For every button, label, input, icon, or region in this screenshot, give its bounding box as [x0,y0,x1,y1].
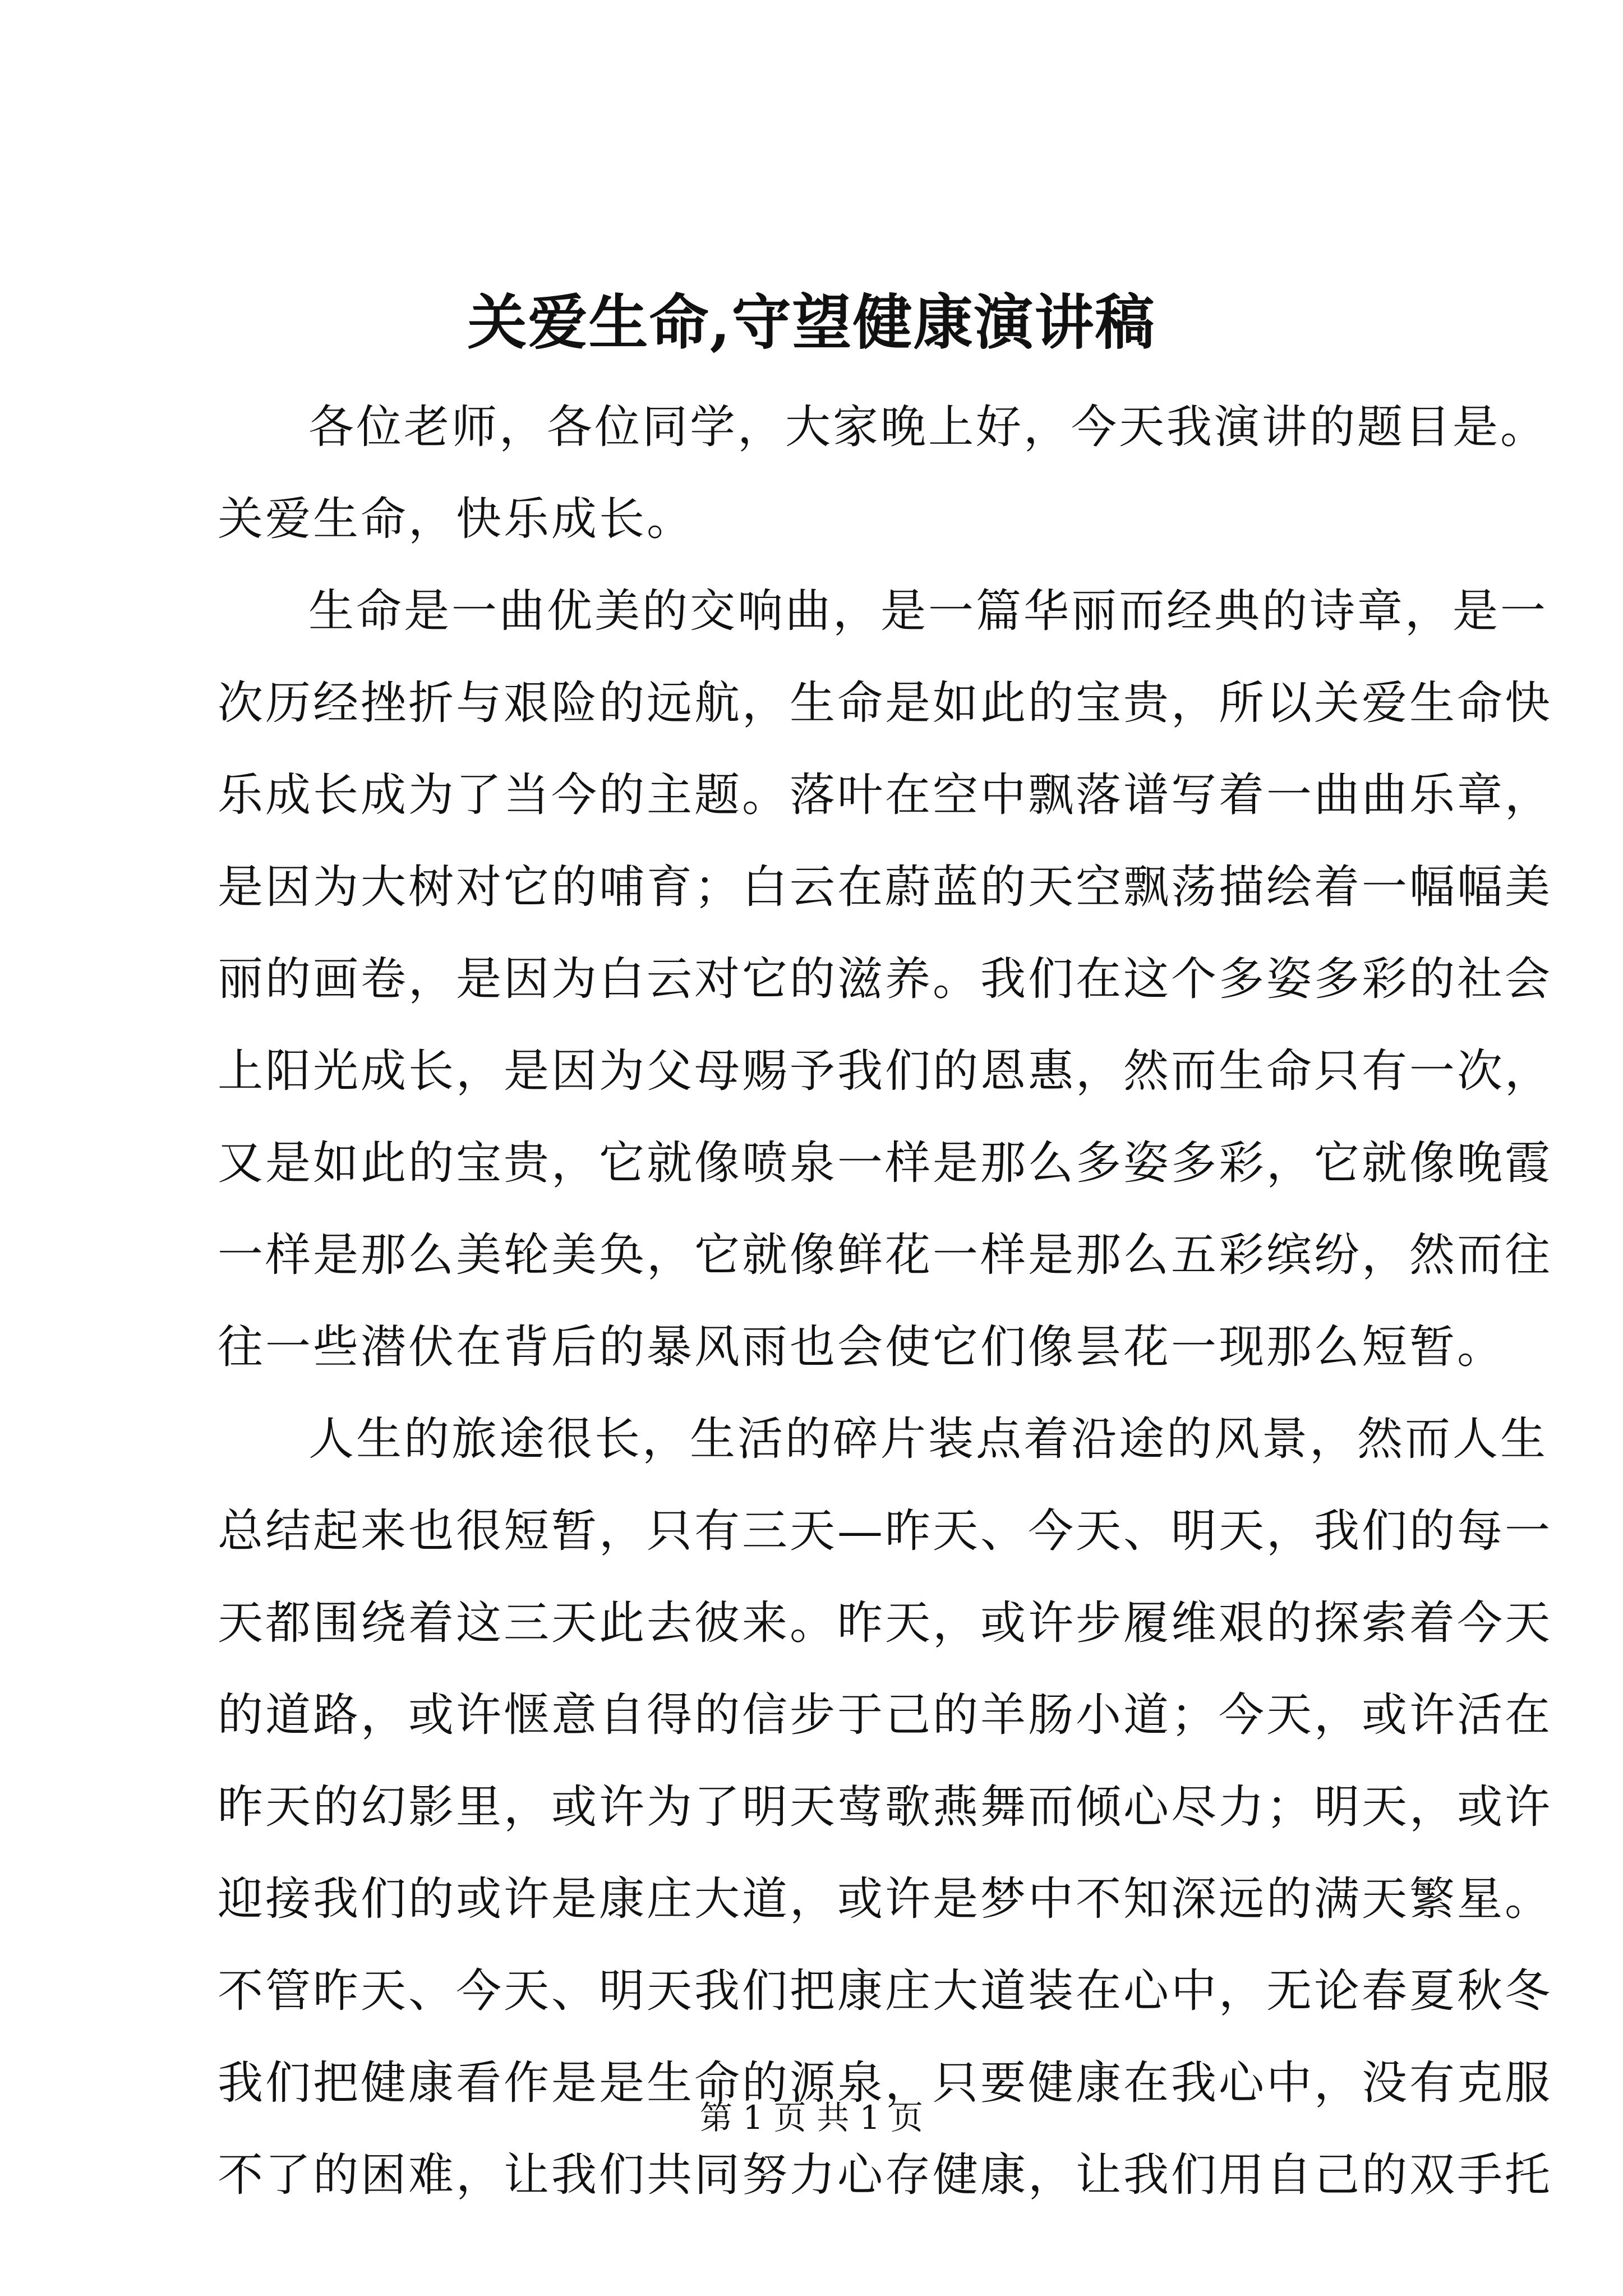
text-line: 不管昨天、今天、明天我们把康庄大道装在心中，无论春夏秋冬 [218,1965,1553,2018]
text-line: 生命是一曲优美的交响曲，是一篇华丽而经典的诗章，是一 [308,585,1548,638]
text-line: 丽的画卷，是因为白云对它的滋养。我们在这个多姿多彩的社会 [218,953,1553,1006]
text-line: 的道路，或许惬意自得的信步于己的羊肠小道；今天，或许活在 [218,1689,1553,1742]
text-line: 总结起来也很短暂，只有三天—昨天、今天、明天，我们的每一 [218,1505,1553,1558]
text-line: 次历经挫折与艰险的远航，生命是如此的宝贵，所以关爱生命快 [218,677,1553,730]
text-line: 乐成长成为了当今的主题。落叶在空中飘落谱写着一曲曲乐章， [218,769,1553,822]
page-footer: 第 1 页 共 1 页 [700,2099,923,2137]
document-body [218,381,1553,2221]
page-title: 关爱生命,守望健康演讲稿 [467,287,1156,357]
text-line: 迎接我们的或许是康庄大道，或许是梦中不知深远的满天繁星。 [218,1873,1553,1926]
text-line: 又是如此的宝贵，它就像喷泉一样是那么多姿多彩，它就像晚霞 [218,1137,1553,1190]
text-line: 一样是那么美轮美奂，它就像鲜花一样是那么五彩缤纷，然而往 [218,1229,1553,1282]
text-line: 我们把健康看作是是生命的源泉，只要健康在我心中，没有克服 [218,2057,1553,2110]
text-line: 各位老师，各位同学，大家晚上好，今天我演讲的题目是。 [308,401,1548,454]
text-line: 上阳光成长，是因为父母赐予我们的恩惠，然而生命只有一次， [218,1045,1553,1098]
text-line: 人生的旅途很长，生活的碎片装点着沿途的风景，然而人生 [308,1413,1548,1466]
text-line: 是因为大树对它的哺育；白云在蔚蓝的天空飘荡描绘着一幅幅美 [218,861,1553,914]
text-line: 天都围绕着这三天此去彼来。昨天，或许步履维艰的探索着今天 [218,1597,1553,1650]
text-line: 往一些潜伏在背后的暴风雨也会使它们像昙花一现那么短暂。 [218,1321,1505,1374]
text-line: 不了的困难，让我们共同努力心存健康，让我们用自己的双手托 [218,2149,1553,2202]
text-line: 昨天的幻影里，或许为了明天莺歌燕舞而倾心尽力；明天，或许 [218,1781,1553,1834]
text-line: 关爱生命，快乐成长。 [218,493,695,546]
